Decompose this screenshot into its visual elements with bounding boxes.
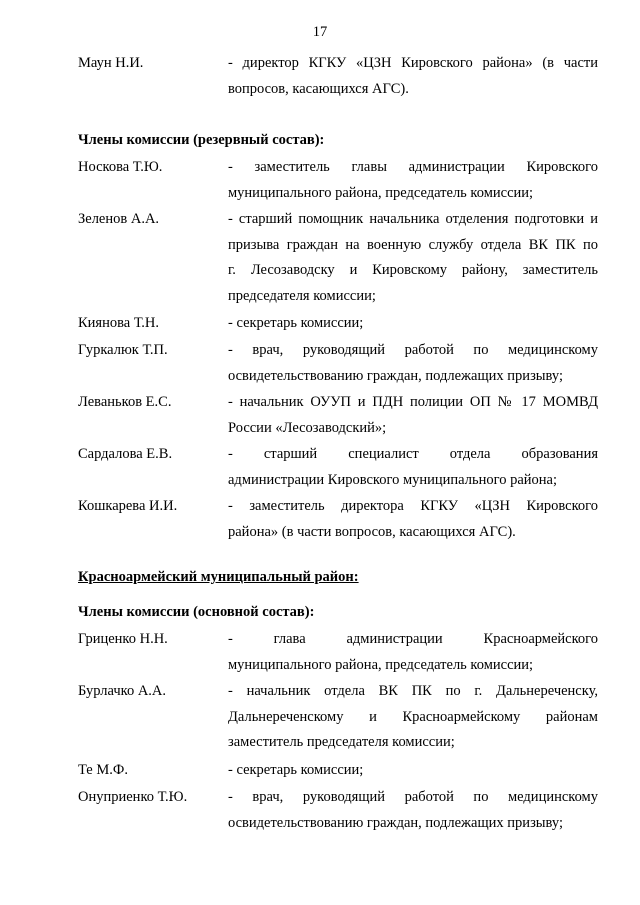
role-line: - старший специалист отдела образования [228, 446, 598, 462]
role-line: муниципального района, председатель комиссии; [228, 184, 534, 201]
section-heading-reserve: Члены комиссии (резервный состав): [78, 132, 325, 148]
role-line: - старший помощник начальника отделения подготовки и [228, 211, 598, 227]
member-role [228, 788, 598, 839]
role-line: - заместитель директора КГКУ «ЦЗН Кировского [228, 498, 598, 514]
district-heading: Красноармейский муниципальный район: [78, 569, 359, 585]
section-heading-main: Члены комиссии (основной состав): [78, 604, 315, 620]
member-name: Те М.Ф. [78, 762, 128, 778]
page-number: 17 [312, 24, 328, 40]
member-name: Зеленов А.А. [78, 211, 160, 227]
role-line: России «Лесозаводский»; [228, 419, 387, 436]
member-name: Кошкарева И.И. [78, 498, 178, 514]
role-line: - секретарь комиссии; [228, 762, 364, 778]
member-name: Гуркалюк Т.П. [78, 342, 168, 358]
member-name: Бурлачко А.А. [78, 683, 167, 699]
role-line: освидетельствованию граждан, подлежащих призыву; [228, 367, 563, 384]
member-name: Леваньков Е.С. [78, 394, 172, 410]
role-line: муниципального района, председатель комиссии; [228, 656, 534, 673]
member-name: Гриценко Н.Н. [78, 631, 168, 647]
role-line: г. Лесозаводску и Кировскому району, заместитель [228, 262, 598, 278]
role-line: - врач, руководящий работой по медицинскому [228, 789, 598, 805]
role-line: председателя комиссии; [228, 287, 376, 304]
member-role [228, 341, 598, 392]
member-name: Онуприенко Т.Ю. [78, 789, 188, 805]
member-role [228, 314, 598, 340]
member-role [228, 54, 598, 105]
member-role [228, 630, 598, 681]
role-line: вопросов, касающихся АГС). [228, 80, 409, 97]
member-role [228, 761, 598, 787]
role-line: района» (в части вопросов, касающихся АГС). [228, 523, 516, 540]
member-name: Носкова Т.Ю. [78, 159, 163, 175]
member-name: Маун Н.И. [78, 55, 144, 71]
member-role [228, 210, 598, 312]
role-line: освидетельствованию граждан, подлежащих призыву; [228, 814, 563, 831]
role-line: - глава администрации Красноармейского [228, 631, 598, 647]
member-role [228, 445, 598, 496]
role-line: - начальник ОУУП и ПДН полиции ОП № 17 МОМВД [228, 394, 598, 410]
member-role [228, 497, 598, 548]
member-name: Киянова Т.Н. [78, 315, 159, 331]
member-name: Сардалова Е.В. [78, 446, 173, 462]
role-line: - заместитель главы администрации Кировского [228, 159, 598, 175]
member-role [228, 158, 598, 209]
role-line: - врач, руководящий работой по медицинскому [228, 342, 598, 358]
role-line: Дальнереченскому и Красноармейскому районам [228, 708, 598, 725]
role-line: - начальник отдела ВК ПК по г. Дальнереченску, [228, 683, 598, 699]
role-line: - секретарь комиссии; [228, 315, 364, 331]
role-line: заместитель председателя комиссии; [228, 734, 455, 750]
member-role [228, 682, 598, 759]
role-line: - директор КГКУ «ЦЗН Кировского района» (в части [228, 55, 598, 71]
role-line: администрации Кировского муниципального района; [228, 471, 557, 488]
role-line: призыва граждан на военную службу отдела ВК ПК по [228, 236, 598, 253]
member-role [228, 393, 598, 444]
